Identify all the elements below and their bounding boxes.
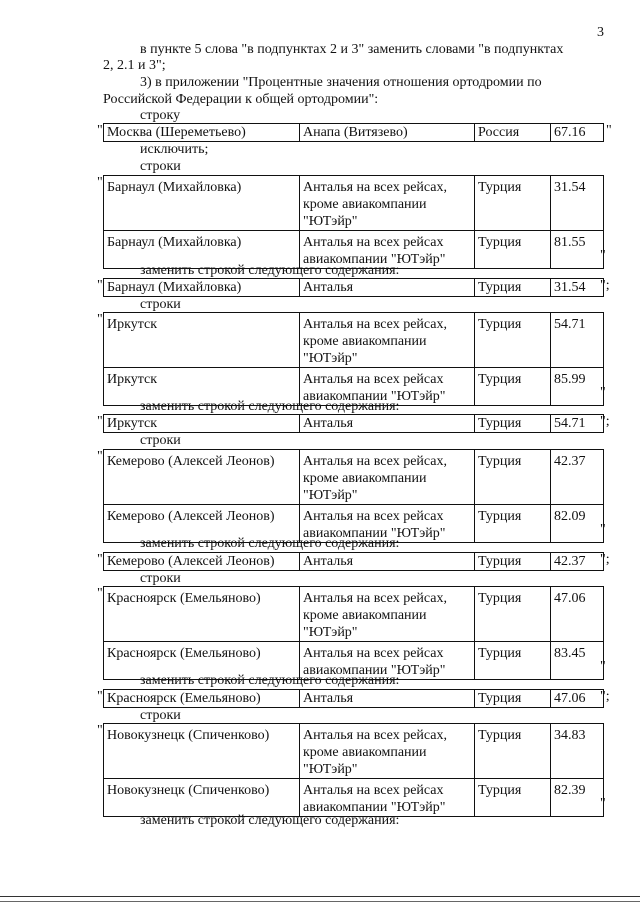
cities-table — [103, 278, 604, 297]
destination-cell: Анталья — [300, 415, 475, 433]
destination-line: кроме авиакомпании — [303, 608, 427, 623]
country-cell: Турция — [475, 313, 551, 368]
open-quote: " — [97, 723, 103, 738]
city-cell: Новокузнецк (Спиченково) — [104, 779, 300, 817]
table-row — [104, 450, 604, 505]
value-cell: 47.06 — [551, 587, 604, 642]
value-cell: 82.39 — [551, 779, 604, 817]
value-cell: 81.55 — [551, 231, 604, 269]
city-cell: Кемерово (Алексей Леонов) — [104, 450, 300, 505]
destination-line: Анталья на всех рейсах, — [303, 180, 447, 195]
close-quote: "; — [600, 414, 610, 429]
country-cell: Турция — [475, 690, 551, 708]
destination-line: Анталья на всех рейсах — [303, 235, 444, 250]
cities-table — [103, 552, 604, 571]
page-number: 3 — [597, 25, 604, 40]
country-cell: Турция — [475, 415, 551, 433]
destination-line: Анталья на всех рейсах — [303, 509, 444, 524]
destination-line: авиакомпании "ЮТэйр" — [303, 389, 446, 404]
destination-cell: Анапа (Витязево) — [300, 124, 475, 142]
country-cell: Турция — [475, 231, 551, 269]
moscow-row-table — [103, 123, 604, 142]
country-cell: Турция — [475, 176, 551, 231]
country-cell: Турция — [475, 368, 551, 406]
destination-line: авиакомпании "ЮТэйр" — [303, 526, 446, 541]
close-quote: " — [600, 385, 606, 400]
city-cell: Иркутск — [104, 415, 300, 433]
destination-line: "ЮТэйр" — [303, 351, 358, 366]
city-cell: Барнаул (Михайловка) — [104, 176, 300, 231]
cities-table — [103, 449, 604, 543]
destination-line: Анталья на всех рейсах, — [303, 317, 447, 332]
footer-rule-secondary — [0, 901, 640, 902]
destination-line: кроме авиакомпании — [303, 334, 427, 349]
city-cell: Красноярск (Емельяново) — [104, 587, 300, 642]
remove-label: исключить; — [140, 142, 209, 157]
open-quote: " — [97, 449, 103, 464]
table-row — [104, 279, 604, 297]
destination-line: авиакомпании "ЮТэйр" — [303, 800, 446, 815]
destination-line: кроме авиакомпании — [303, 471, 427, 486]
country-cell: Турция — [475, 505, 551, 543]
replace-label: заменить строкой следующего содержания: — [140, 673, 400, 688]
rows-label: строки — [140, 571, 181, 586]
value-cell: 31.54 — [551, 176, 604, 231]
destination-cell — [300, 779, 475, 817]
open-quote: " — [97, 175, 103, 190]
destination-line: "ЮТэйр" — [303, 214, 358, 229]
cities-table — [103, 689, 604, 708]
table-row — [104, 415, 604, 433]
country-cell: Турция — [475, 779, 551, 817]
country-cell: Турция — [475, 587, 551, 642]
table-row — [104, 690, 604, 708]
close-quote: " — [600, 659, 606, 674]
replace-label: заменить строкой следующего содержания: — [140, 263, 400, 278]
destination-cell — [300, 313, 475, 368]
open-quote: " — [97, 123, 103, 138]
rows-label: строки — [140, 433, 181, 448]
intro-line-3: 3) в приложении "Процентные значения отношения ортодромии по — [140, 75, 542, 90]
table-row — [104, 724, 604, 779]
destination-line: Анталья на всех рейсах — [303, 646, 444, 661]
replace-label: заменить строкой следующего содержания: — [140, 399, 400, 414]
table-row — [104, 176, 604, 231]
city-cell: Красноярск (Емельяново) — [104, 690, 300, 708]
value-cell: 47.06 — [551, 690, 604, 708]
rows-label: строки — [140, 708, 181, 723]
table-row — [104, 553, 604, 571]
footer-rule — [0, 896, 640, 897]
open-quote: " — [97, 312, 103, 327]
country-cell: Россия — [475, 124, 551, 142]
value-cell: 54.71 — [551, 313, 604, 368]
cities-table — [103, 586, 604, 680]
rows-label: строки — [140, 297, 181, 312]
intro-line-2: 2, 2.1 и 3"; — [103, 58, 166, 73]
country-cell: Турция — [475, 279, 551, 297]
destination-line: Анталья на всех рейсах — [303, 372, 444, 387]
destination-line: "ЮТэйр" — [303, 625, 358, 640]
close-quote: " — [600, 248, 606, 263]
table-row — [104, 124, 604, 142]
replace-label: заменить строкой следующего содержания: — [140, 813, 400, 828]
intro-line-4: Российской Федерации к общей ортодромии": — [103, 92, 379, 107]
cities-table — [103, 723, 604, 817]
rows-label: строки — [140, 159, 181, 174]
destination-line: авиакомпании "ЮТэйр" — [303, 252, 446, 267]
destination-cell: Анталья — [300, 279, 475, 297]
value-cell: 54.71 — [551, 415, 604, 433]
city-cell: Новокузнецк (Спиченково) — [104, 724, 300, 779]
destination-cell — [300, 176, 475, 231]
city-cell: Барнаул (Михайловка) — [104, 279, 300, 297]
destination-cell — [300, 724, 475, 779]
destination-line: "ЮТэйр" — [303, 488, 358, 503]
destination-line: авиакомпании "ЮТэйр" — [303, 663, 446, 678]
value-cell: 42.37 — [551, 553, 604, 571]
country-cell: Турция — [475, 450, 551, 505]
intro-line-5: строку — [140, 108, 181, 123]
value-cell: 83.45 — [551, 642, 604, 680]
cities-table — [103, 414, 604, 433]
city-cell: Кемерово (Алексей Леонов) — [104, 505, 300, 543]
city-cell: Иркутск — [104, 313, 300, 368]
city-cell: Кемерово (Алексей Леонов) — [104, 553, 300, 571]
destination-line: Анталья на всех рейсах — [303, 783, 444, 798]
close-quote: "; — [600, 689, 610, 704]
cities-table — [103, 175, 604, 269]
destination-line: "ЮТэйр" — [303, 762, 358, 777]
city-cell: Красноярск (Емельяново) — [104, 642, 300, 680]
value-cell: 67.16 — [551, 124, 604, 142]
destination-cell: Анталья — [300, 553, 475, 571]
close-quote: " — [606, 123, 612, 138]
open-quote: " — [97, 586, 103, 601]
close-quote: " — [600, 522, 606, 537]
open-quote: " — [97, 414, 103, 429]
destination-line: Анталья на всех рейсах, — [303, 454, 447, 469]
table-row — [104, 587, 604, 642]
destination-cell: Анталья — [300, 690, 475, 708]
open-quote: " — [97, 278, 103, 293]
city-cell: Москва (Шереметьево) — [104, 124, 300, 142]
value-cell: 85.99 — [551, 368, 604, 406]
destination-line: кроме авиакомпании — [303, 197, 427, 212]
close-quote: "; — [600, 552, 610, 567]
city-cell: Барнаул (Михайловка) — [104, 231, 300, 269]
open-quote: " — [97, 689, 103, 704]
table-row — [104, 779, 604, 817]
cities-table — [103, 312, 604, 406]
destination-line: Анталья на всех рейсах, — [303, 728, 447, 743]
close-quote: "; — [600, 278, 610, 293]
close-quote: " — [600, 796, 606, 811]
country-cell: Турция — [475, 724, 551, 779]
city-cell: Иркутск — [104, 368, 300, 406]
value-cell: 34.83 — [551, 724, 604, 779]
open-quote: " — [97, 552, 103, 567]
intro-line-1: в пункте 5 слова "в подпунктах 2 и 3" заменить словами "в подпунктах — [140, 42, 564, 57]
destination-cell — [300, 587, 475, 642]
country-cell: Турция — [475, 642, 551, 680]
replace-label: заменить строкой следующего содержания: — [140, 536, 400, 551]
table-row — [104, 313, 604, 368]
destination-line: Анталья на всех рейсах, — [303, 591, 447, 606]
value-cell: 31.54 — [551, 279, 604, 297]
destination-cell — [300, 450, 475, 505]
value-cell: 82.09 — [551, 505, 604, 543]
destination-line: кроме авиакомпании — [303, 745, 427, 760]
country-cell: Турция — [475, 553, 551, 571]
value-cell: 42.37 — [551, 450, 604, 505]
